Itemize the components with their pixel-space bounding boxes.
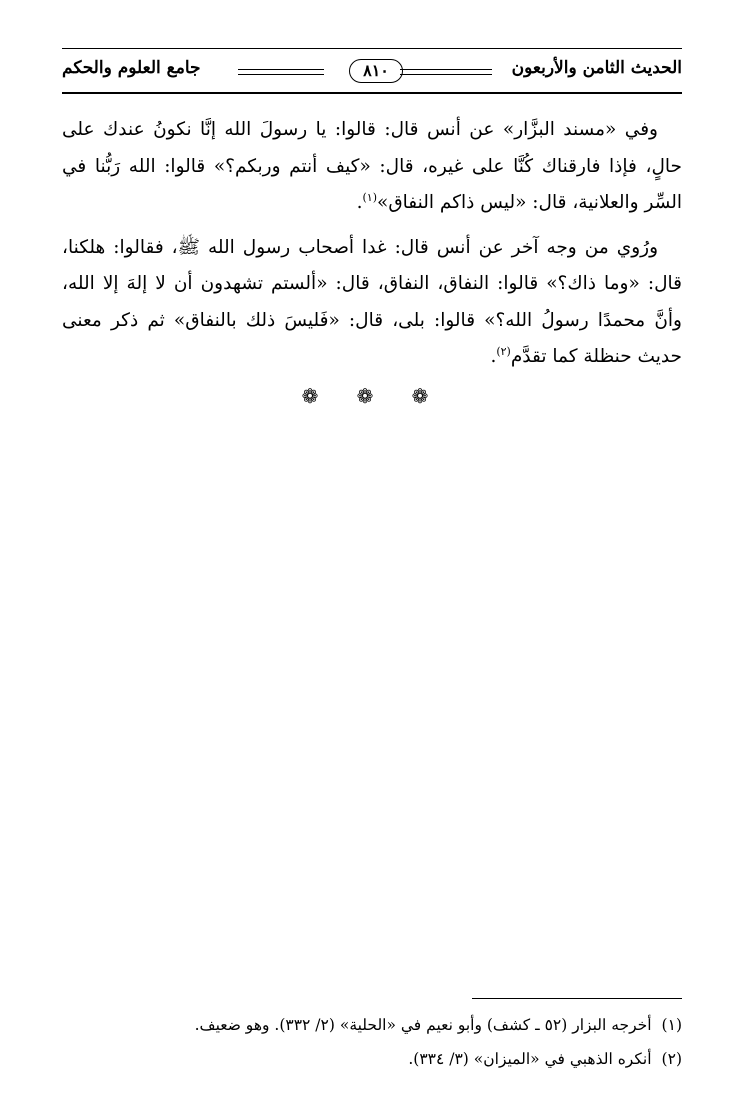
flower-ornament-icon: ❁ [301,384,319,408]
page-number: ٨١٠ [349,59,403,83]
footnote-number: (٢) [661,1050,682,1068]
header-top-rule [62,48,682,49]
footnote-separator [472,998,682,999]
footnote [62,1008,682,1042]
paragraph-1-end: . [356,192,363,213]
section-divider [300,386,430,406]
paragraph-2-text: ورُوي من وجه آخر عن أنس قال: غدا أصحاب رسول الله ﷺ، فقالوا: هلكنا، قال: «وما ذاك؟» قالوا: النفاق، النفاق، قال: «ألستم تشهدون أن لا إلهَ إلا الله، وأنَّ محمدًا رسولُ الله؟» قالوا: بلى، قال: «فَليسَ ذلك بالنفاق» ثم ذكر معنى حديث حنظلة كما تقدَّم [62,236,682,367]
body-text [62,112,682,384]
footnote-number: (١) [661,1016,682,1034]
paragraph-1 [62,112,682,222]
footnote-ref-1: (١) [362,190,377,204]
footnote-ref-2: (٢) [496,344,511,358]
footnote-text: أخرجه البزار (٥٢ ـ كشف) وأبو نعيم في «الحلية» (٢/ ٣٣٢). وهو ضعيف. [194,1016,652,1034]
book-title: جامع العلوم والحكم [62,58,201,78]
running-header [62,52,682,92]
section-title: الحديث الثامن والأربعون [511,58,682,78]
footnote-text: أنكره الذهبي في «الميزان» (٣/ ٣٣٤). [408,1050,652,1068]
paragraph-2 [62,230,682,376]
paragraph-1-text: وفي «مسند البزَّار» عن أنس قال: قالوا: يا رسولَ الله إنَّا نكونُ عندك على حالٍ، فإذا فارقناك كُنَّا على غيره، قال: «كيف أنتم وربكم؟» قالوا: الله رَبُّنا في السِّر والعلانية، قال: «ليس ذاكم النفاق» [62,119,682,213]
flower-ornament-icon: ❁ [411,384,429,408]
header-bottom-rule [62,92,682,94]
header-double-line-left [238,69,324,75]
paragraph-2-end: . [490,346,497,367]
footnotes [62,1008,682,1076]
flower-ornament-icon: ❁ [356,384,374,408]
footnote [62,1042,682,1076]
header-double-line-right [400,69,492,75]
